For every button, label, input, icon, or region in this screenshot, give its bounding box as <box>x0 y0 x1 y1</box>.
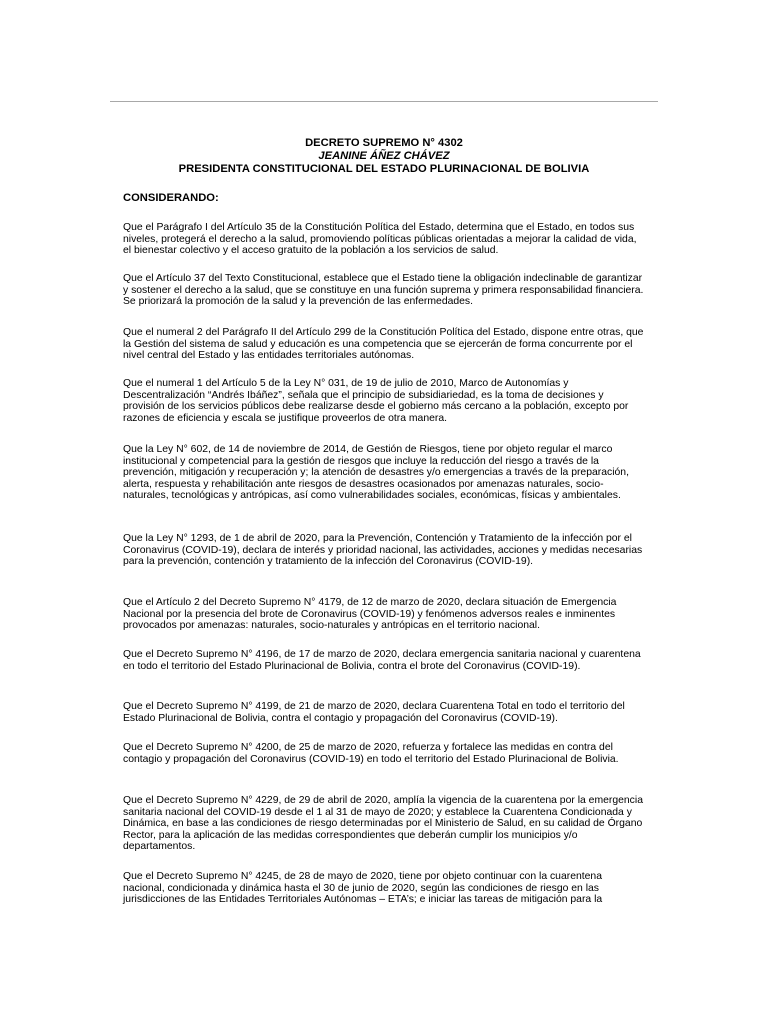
paragraph-3: Que el numeral 2 del Parágrafo II del Artículo 299 de la Constitución Política del Estado, dispone entre otras, que la Gestión del sistema de salud y educación es una competencia que se ejercerán de forma concurrente por el nivel central del Estado y las entidades territoriales autónomas. <box>123 327 644 362</box>
paragraph-1: Que el Parágrafo I del Artículo 35 de la Constitución Política del Estado, determina que el Estado, en todos sus niveles, protegerá el derecho a la salud, promoviendo políticas públicas orientadas a mejorar la calidad de vida, el bienestar colectivo y el acceso gratuito de la población a los servicios de salud. <box>123 222 637 257</box>
paragraph-2: Que el Artículo 37 del Texto Constitucional, establece que el Estado tiene la obligación indeclinable de garantizar y sostener el derecho a la salud, que se constituye en una función suprema y primera responsabilidad financiera. Se priorizará la promoción de la salud y la prevención de las enfermedades. <box>123 273 644 308</box>
paragraph-10: Que el Decreto Supremo N° 4200, de 25 de marzo de 2020, refuerza y fortalece las medidas en contra del contagio y propagación del Coronavirus (COVID-19) en todo el territorio del Estado Plurinacional de Bolivia. <box>123 742 619 765</box>
decree-title: DECRETO SUPREMO N° 4302 <box>305 137 463 149</box>
paragraph-4: Que el numeral 1 del Artículo 5 de la Ley N° 031, de 19 de julio de 2010, Marco de Autonomías y Descentralización “Andrés Ibáñez”, señala que el principio de subsidiariedad, es la toma de decisiones y provisión de los servicios públicos debe realizarse desde el gobierno más cercano a la población, excepto por razones de eficiencia y escala se justifique proveerlos de otra manera. <box>123 378 629 424</box>
president-office: PRESIDENTA CONSTITUCIONAL DEL ESTADO PLURINACIONAL DE BOLIVIA <box>178 163 590 175</box>
paragraph-11: Que el Decreto Supremo N° 4229, de 29 de abril de 2020, amplía la vigencia de la cuarentena por la emergencia sanitaria nacional del COVID-19 desde el 1 al 31 de mayo de 2020; y establece la Cuarentena Condicionada y Dinámica, en base a las condiciones de riesgo determinadas por el Ministerio de Salud, en su calidad de Órgano Rector, para la aplicación de las medidas correspondientes que deberán cumplir los municipios y/o departamentos. <box>123 795 643 853</box>
paragraph-6: Que la Ley N° 1293, de 1 de abril de 2020, para la Prevención, Contención y Tratamiento de la infección por el Coronavirus (COVID-19), declara de interés y prioridad nacional, las actividades, acciones y medidas necesarias para la prevención, contención y tratamiento de la infección del Coronavirus (COVID-19). <box>123 533 643 568</box>
paragraph-8: Que el Decreto Supremo N° 4196, de 17 de marzo de 2020, declara emergencia sanitaria nacional y cuarentena en todo el territorio del Estado Plurinacional de Bolivia, contra el brote del Coronavirus (COVID-19). <box>123 649 641 672</box>
decree-header <box>110 137 658 176</box>
president-name: JEANINE ÁÑEZ CHÁVEZ <box>318 150 450 162</box>
paragraph-9: Que el Decreto Supremo N° 4199, de 21 de marzo de 2020, declara Cuarentena Total en todo el territorio del Estado Plurinacional de Bolivia, contra el contagio y propagación del Coronavirus (COVID-19). <box>123 701 625 724</box>
paragraph-5: Que la Ley N° 602, de 14 de noviembre de 2014, de Gestión de Riesgos, tiene por objeto regular el marco institucional y competencial para la gestión de riesgos que incluye la reducción del riesgo a través de la prevención, mitigación y recuperación y; la atención de desastres y/o emergencias a través de la preparación, alerta, respuesta y rehabilitación ante riesgos de desastres ocasionados por amenazas naturales, socio-naturales, tecnológicas y antrópicas, así como vulnerabilidades sociales, económicas, físicas y ambientales. <box>123 444 629 502</box>
paragraph-7: Que el Artículo 2 del Decreto Supremo N° 4179, de 12 de marzo de 2020, declara situación de Emergencia Nacional por la presencia del brote de Coronavirus (COVID-19) y fenómenos adversos reales e inminentes provocados por amenazas: naturales, socio-naturales y antrópicas en el territorio nacional. <box>123 597 617 632</box>
paragraph-12: Que el Decreto Supremo N° 4245, de 28 de mayo de 2020, tiene por objeto continuar con la cuarentena nacional, condicionada y dinámica hasta el 30 de junio de 2020, según las condiciones de riesgo en las jurisdicciones de las Entidades Territoriales Autónomas – ETA’s; e iniciar las tareas de mitigación para la <box>123 871 603 906</box>
top-divider <box>110 101 658 102</box>
considerando-heading: CONSIDERANDO: <box>123 192 219 204</box>
